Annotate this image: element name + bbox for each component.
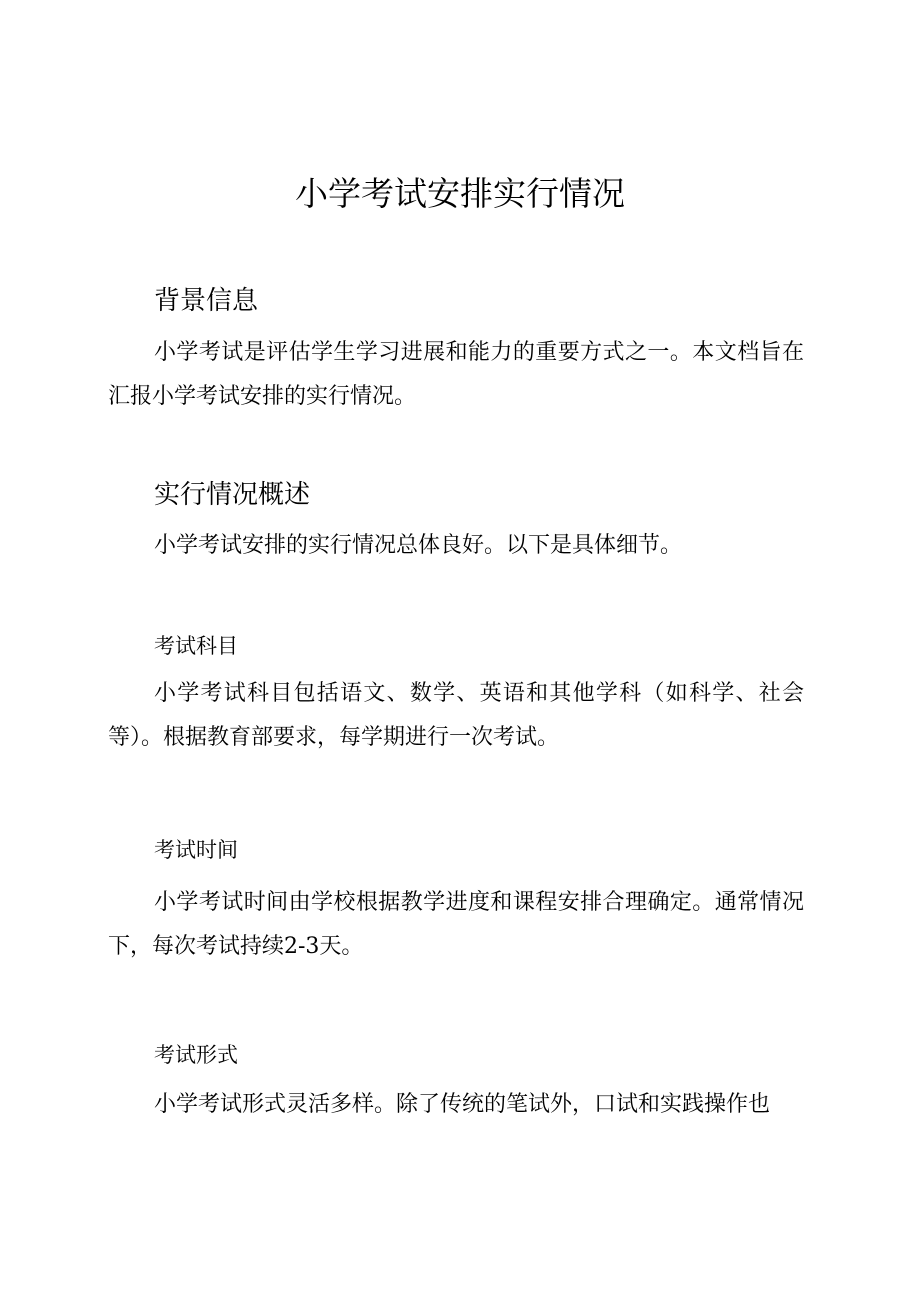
paragraph-format: 小学考试形式灵活多样。除了传统的笔试外，口试和实践操作也 <box>154 1092 771 1117</box>
document-title: 小学考试安排实行情况 <box>295 174 625 213</box>
paragraph-overview: 小学考试安排的实行情况总体良好。以下是具体细节。 <box>154 533 683 558</box>
heading-background: 背景信息 <box>154 286 259 316</box>
heading-overview: 实行情况概述 <box>154 480 311 510</box>
paragraph-background: 小学考试是评估学生学习进展和能力的重要方式之一。本文档旨在汇报小学考试安排的实行情况。 <box>108 340 804 409</box>
heading-format: 考试形式 <box>154 1043 238 1067</box>
paragraph-time: 小学考试时间由学校根据教学进度和课程安排合理确定。通常情况下，每次考试持续2-3天。 <box>108 890 804 959</box>
heading-time: 考试时间 <box>154 838 238 862</box>
paragraph-subjects: 小学考试科目包括语文、数学、英语和其他学科（如科学、社会等）。根据教育部要求，每学期进行一次考试。 <box>108 681 804 750</box>
heading-subjects: 考试科目 <box>154 634 238 658</box>
